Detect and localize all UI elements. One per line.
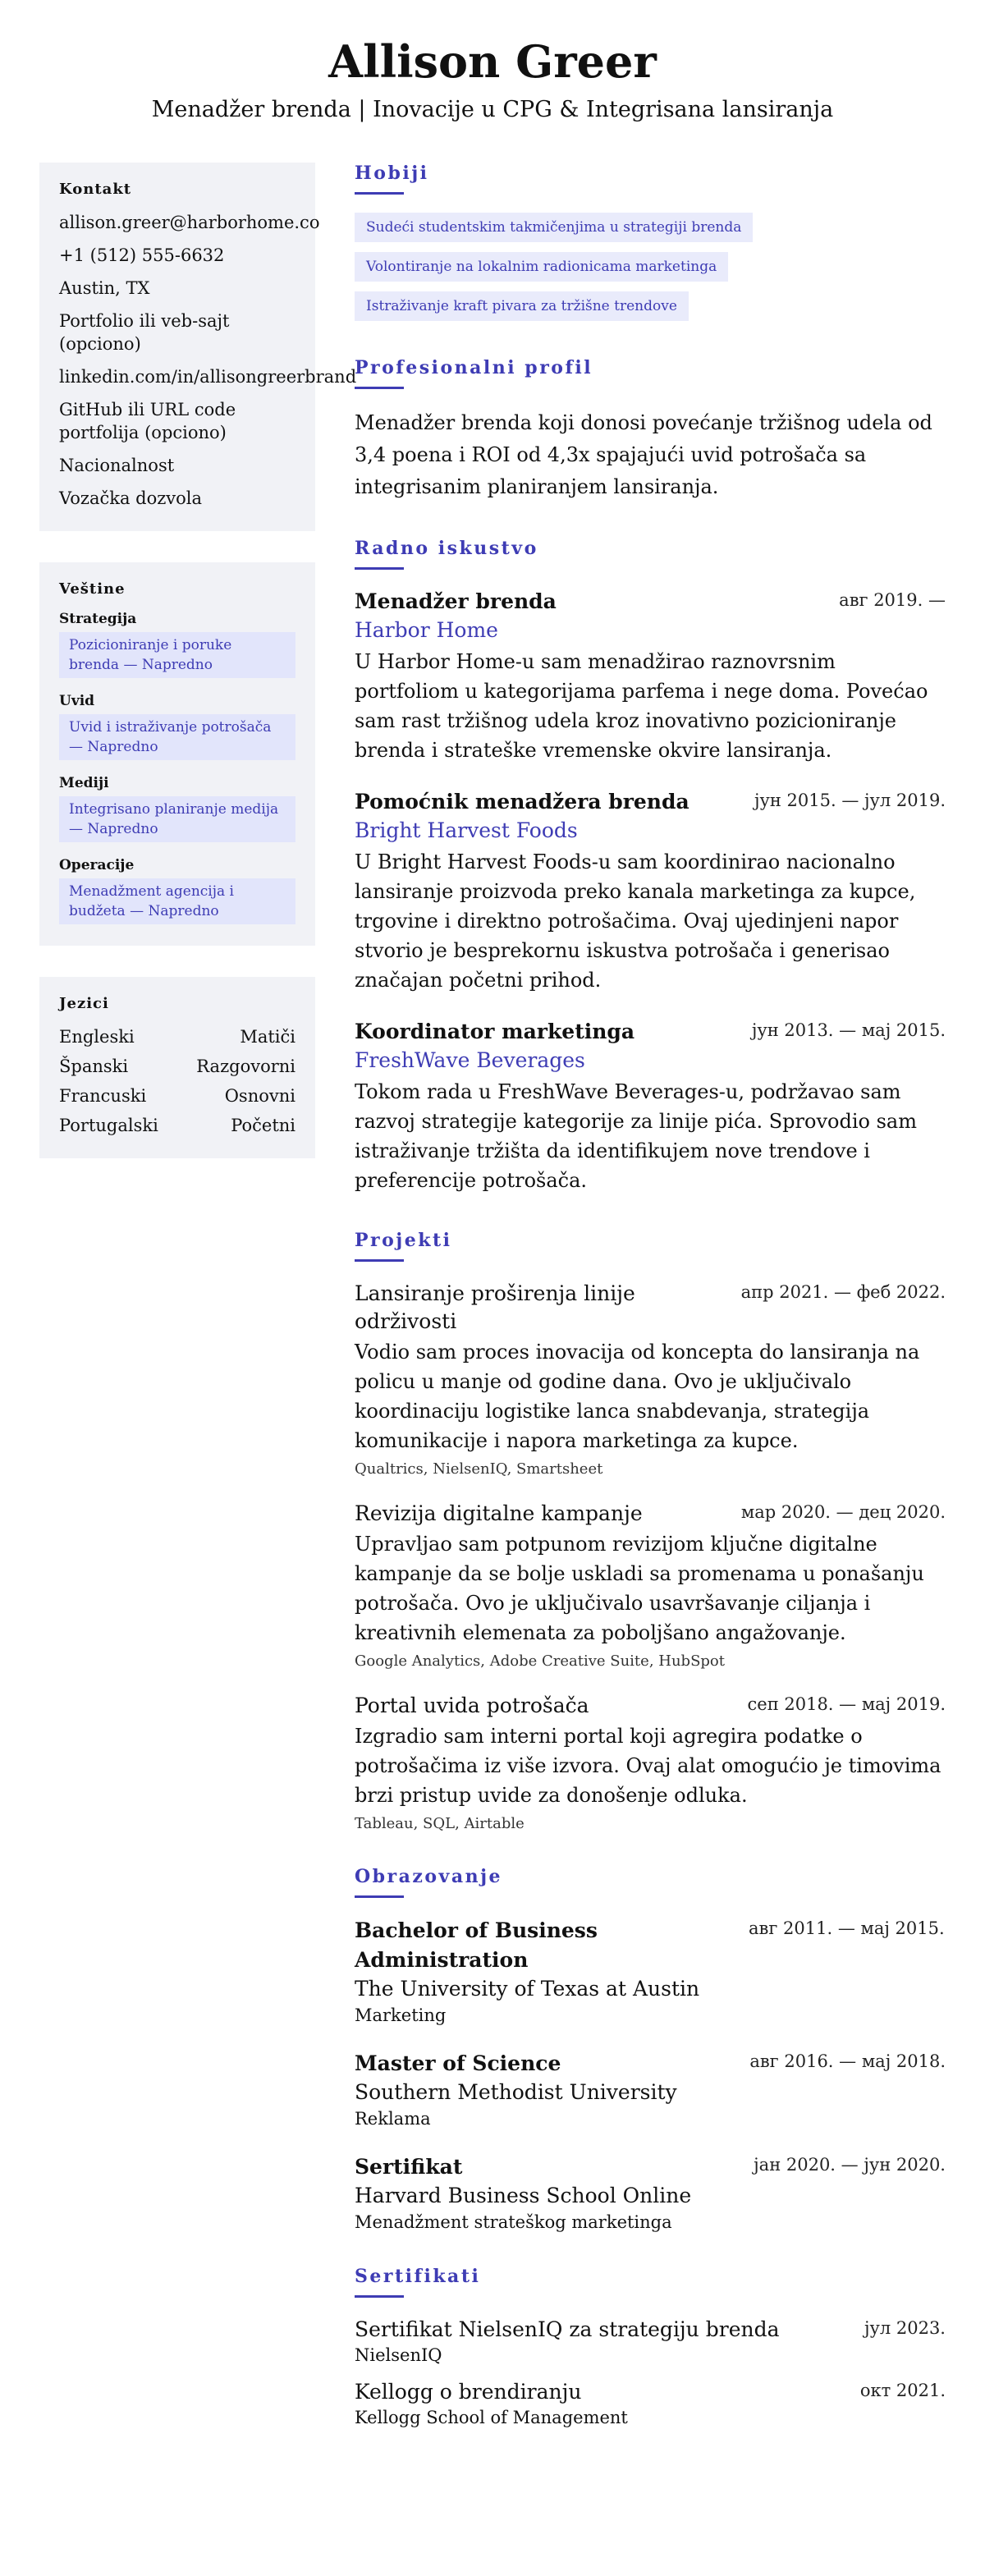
sidebar xyxy=(39,163,357,1189)
project-entry xyxy=(355,1692,946,1835)
skill-item: Pozicioniranje i poruke brenda — Napredno xyxy=(59,632,296,678)
section-divider xyxy=(355,1895,404,1898)
section-divider xyxy=(355,1259,404,1262)
language-row xyxy=(59,1025,296,1048)
skill-category: Uvid xyxy=(59,693,95,709)
job-description: Tokom rada u FreshWave Beverages-u, podržavao sam razvoj strategije kategorije za linije pića. Sprovodio sam istraživanje tržišta da identifikujem nove trendove i preferencije potrošača. xyxy=(355,1080,917,1192)
experience-entry xyxy=(355,1018,946,1195)
field-of-study: Reklama xyxy=(355,2109,431,2129)
project-tools: Qualtrics, NielsenIQ, Smartsheet xyxy=(355,1460,603,1478)
skill-group xyxy=(59,857,296,924)
candidate-tagline: Menadžer brenda | Inovacije u CPG & Integrisana lansiranja xyxy=(151,97,834,122)
job-title: Pomoćnik menadžera brenda xyxy=(355,790,690,814)
skill-group xyxy=(59,775,296,842)
contact-title: Kontakt xyxy=(59,181,132,198)
education-heading: Obrazovanje xyxy=(355,1866,503,1887)
job-dates: јун 2013. — мај 2015. xyxy=(751,1020,946,1040)
education-entry xyxy=(355,1916,946,2028)
hobbies-section xyxy=(355,161,946,331)
projects-section xyxy=(355,1228,946,1835)
job-dates: јун 2015. — јул 2019. xyxy=(754,791,946,810)
contact-license: Vozačka dozvola xyxy=(59,488,203,508)
language-name: Engleski xyxy=(59,1027,135,1047)
skill-item: Uvid i istraživanje potrošača — Napredno xyxy=(59,714,296,760)
profile-summary: Menadžer brenda koji donosi povećanje tržišnog udela od 3,4 poena i ROI od 4,3x spajajući uvid potrošača sa integrisanim planiranjem lansiranja. xyxy=(355,411,932,498)
skill-item: Integrisano planiranje medija — Napredno xyxy=(59,796,296,842)
project-description: Vodio sam proces inovacija od koncepta do lansiranja na policu u manje od godine dana. Ovo je uključivalo koordinaciju logistike lanca snabdevanja, strategija komunikacije i napora marketinga za kupce. xyxy=(355,1341,920,1452)
project-name: Lansiranje proširenja linije održivosti xyxy=(355,1281,635,1333)
experience-entry xyxy=(355,588,946,765)
certificate-issuer: Kellogg School of Management xyxy=(355,2408,628,2427)
projects-heading: Projekti xyxy=(355,1230,452,1251)
skill-group xyxy=(59,693,296,760)
job-company: FreshWave Beverages xyxy=(355,1048,585,1072)
project-description: Izgradio sam interni portal koji agregira podatke o potrošačima iz više izvora. Ovaj alat omogućio je timovima brzi pristup uvide za donošenje odluka. xyxy=(355,1725,941,1807)
project-name: Portal uvida potrošača xyxy=(355,1694,589,1717)
languages-title: Jezici xyxy=(59,995,109,1012)
language-row xyxy=(59,1084,296,1107)
job-dates: авг 2019. — xyxy=(839,590,946,610)
section-divider xyxy=(355,567,404,570)
education-section xyxy=(355,1864,946,2235)
job-company: Bright Harvest Foods xyxy=(355,818,578,842)
certificates-section xyxy=(355,2264,946,2429)
experience-section xyxy=(355,536,946,1195)
project-tools: Tableau, SQL, Airtable xyxy=(355,1815,525,1832)
contact-phone[interactable]: +1 (512) 555-6632 xyxy=(59,245,225,265)
certificate-date: јул 2023. xyxy=(864,2318,946,2338)
education-entry xyxy=(355,2152,946,2235)
school-name: The University of Texas at Austin xyxy=(355,1977,700,2001)
experience-heading: Radno iskustvo xyxy=(355,538,538,559)
degree-title: Sertifikat xyxy=(355,2155,463,2179)
job-description: U Harbor Home-u sam menadžirao raznovrsnim portfoliom u kategorijama parfema i nege doma. Povećao sam rast tržišnog udela kroz inovativno pozicioniranje brenda i strateške vremenske okvire lansiranja. xyxy=(355,650,928,762)
certificate-name: Kellogg o brendiranju xyxy=(355,2380,582,2404)
profile-section xyxy=(355,355,946,503)
language-level: Matiči xyxy=(240,1027,296,1047)
field-of-study: Menadžment strateškog marketinga xyxy=(355,2212,672,2232)
certificate-issuer: NielsenIQ xyxy=(355,2345,442,2365)
certificates-heading: Sertifikati xyxy=(355,2266,481,2287)
skill-item: Menadžment agencija i budžeta — Napredno xyxy=(59,878,296,924)
job-title: Koordinator marketinga xyxy=(355,1020,635,1043)
project-entry xyxy=(355,1500,946,1672)
hobby-tag: Istraživanje kraft pivara za tržišne trendove xyxy=(355,291,689,321)
profile-heading: Profesionalni profil xyxy=(355,357,593,378)
school-name: Southern Methodist University xyxy=(355,2080,677,2104)
language-row xyxy=(59,1114,296,1137)
skills-title: Veštine xyxy=(59,580,126,598)
project-entry xyxy=(355,1280,946,1480)
degree-title: Bachelor of Business Administration xyxy=(355,1918,598,1972)
degree-title: Master of Science xyxy=(355,2051,561,2075)
language-name: Portugalski xyxy=(59,1116,158,1135)
job-description: U Bright Harvest Foods-u sam koordinirao nacionalno lansiranje proizvoda preko kanala marketinga za kupce, trgovine i direktno potrošačima. Ovaj ujedinjeni napor stvorio je besprekornu iskustva potrošača i generisao značajan početni prihod. xyxy=(355,850,916,992)
skill-category: Operacije xyxy=(59,857,135,873)
contact-email[interactable]: allison.greer@harborhome.co xyxy=(59,213,320,232)
language-level: Razgovorni xyxy=(196,1057,296,1076)
contact-linkedin[interactable]: linkedin.com/in/allisongreerbrand xyxy=(59,367,357,387)
project-description: Upravljao sam potpunom revizijom ključne digitalne kampanje da se bolje uskladi sa promenama u ponašanju potrošača. Ovo je uključivalo usavršavanje ciljanja i kreativnih elemenata za poboljšano angažovanje. xyxy=(355,1533,924,1644)
hobby-tag: Sudeći studentskim takmičenjima u strategiji brenda xyxy=(355,213,753,242)
education-dates: авг 2011. — мај 2015. xyxy=(749,1918,945,1938)
certificate-date: окт 2021. xyxy=(859,2381,946,2400)
experience-entry xyxy=(355,788,946,995)
main-column xyxy=(355,161,946,2454)
school-name: Harvard Business School Online xyxy=(355,2184,692,2207)
hobbies-list xyxy=(355,213,946,331)
project-dates: сеп 2018. — мај 2019. xyxy=(747,1694,946,1714)
project-name: Revizija digitalne kampanje xyxy=(355,1501,643,1525)
job-title: Menadžer brenda xyxy=(355,589,557,613)
contact-location: Austin, TX xyxy=(59,278,150,298)
language-name: Španski xyxy=(59,1057,129,1076)
contact-github[interactable]: GitHub ili URL code portfolija (opciono) xyxy=(59,400,236,442)
language-name: Francuski xyxy=(59,1086,147,1106)
resume-header xyxy=(0,0,985,125)
skill-category: Strategija xyxy=(59,611,137,627)
certificate-name: Sertifikat NielsenIQ za strategiju brenda xyxy=(355,2317,780,2341)
skill-group xyxy=(59,611,296,678)
project-dates: апр 2021. — феб 2022. xyxy=(740,1282,946,1302)
project-dates: мар 2020. — дец 2020. xyxy=(740,1502,946,1522)
candidate-name: Allison Greer xyxy=(328,35,657,88)
project-tools: Google Analytics, Adobe Creative Suite, HubSpot xyxy=(355,1652,726,1670)
language-level: Osnovni xyxy=(224,1086,296,1106)
section-divider xyxy=(355,387,404,389)
language-level: Početni xyxy=(231,1116,296,1135)
education-entry xyxy=(355,2049,946,2131)
languages-card xyxy=(39,977,315,1158)
education-dates: авг 2016. — мај 2018. xyxy=(749,2051,946,2071)
contact-nationality: Nacionalnost xyxy=(59,456,175,475)
field-of-study: Marketing xyxy=(355,2005,447,2025)
contact-portfolio[interactable]: Portfolio ili veb-sajt (opciono) xyxy=(59,311,230,354)
hobby-tag: Volontiranje na lokalnim radionicama marketinga xyxy=(355,252,728,282)
certificate-entry xyxy=(355,2378,946,2429)
contact-card xyxy=(39,163,357,531)
skills-card xyxy=(39,562,315,946)
hobbies-heading: Hobiji xyxy=(355,163,429,184)
certificate-entry xyxy=(355,2316,946,2367)
job-company: Harbor Home xyxy=(355,618,498,642)
language-row xyxy=(59,1055,296,1078)
education-dates: јан 2020. — јун 2020. xyxy=(754,2155,946,2175)
section-divider xyxy=(355,2295,404,2298)
section-divider xyxy=(355,192,404,195)
skill-category: Mediji xyxy=(59,775,109,791)
